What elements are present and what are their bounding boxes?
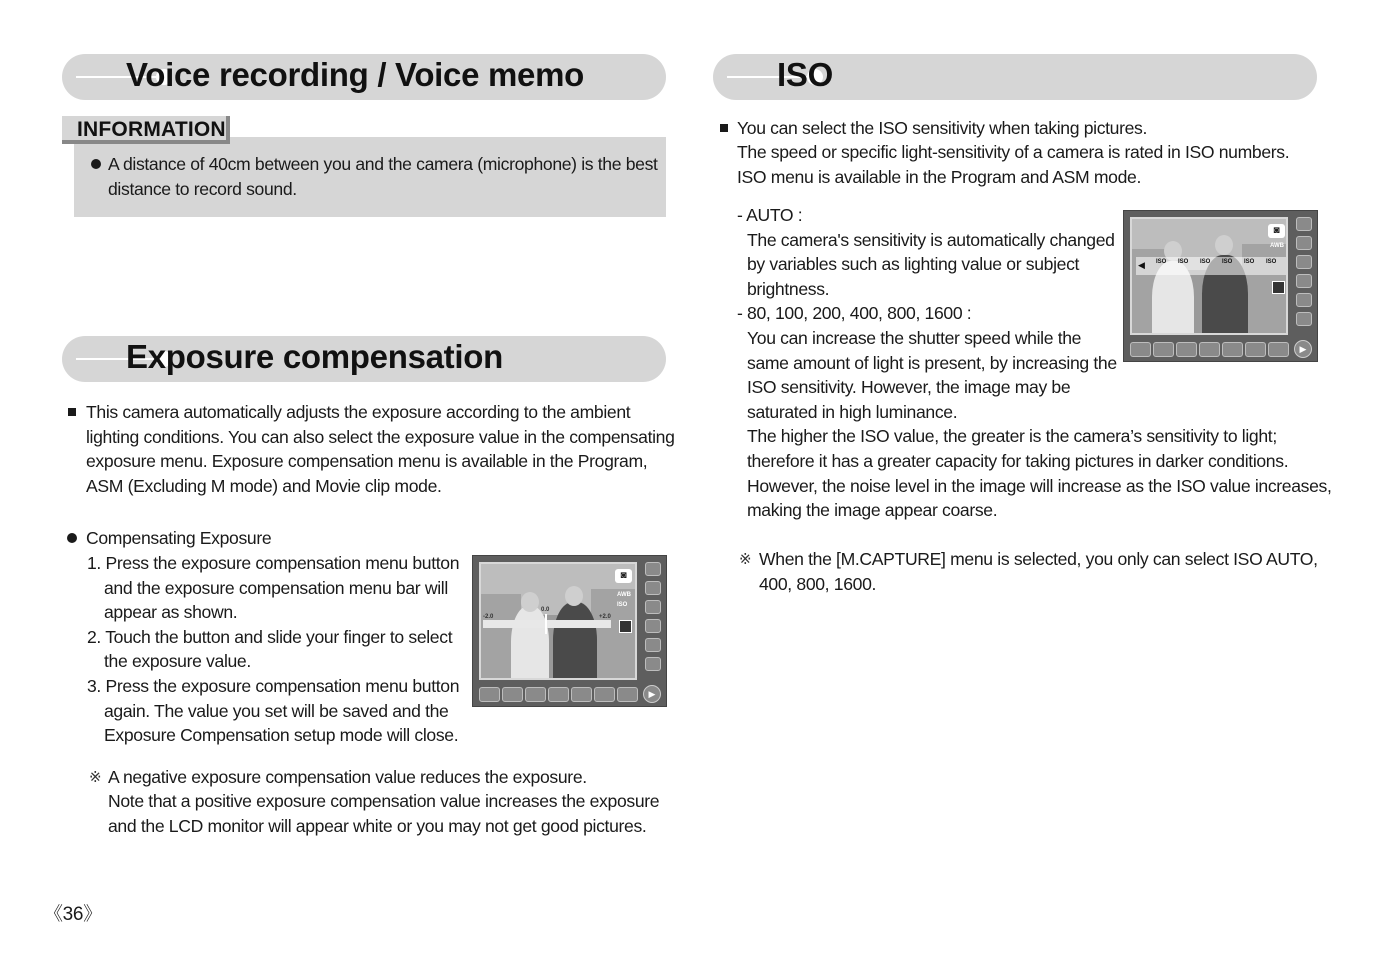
iso-intro-line-3: ISO menu is available in the Program and ASM mode. (737, 167, 1141, 187)
iso-intro-line-2: The speed or specific light-sensitivity of a camera is rated in ISO numbers. (737, 142, 1290, 162)
iso-body-line-12: However, the noise level in the image will increase as the ISO value increases, (747, 476, 1332, 496)
iso-body-line-2: The camera's sensitivity is automatically changed (747, 230, 1115, 250)
exposure-icon (619, 620, 632, 633)
groom-head (1215, 235, 1233, 255)
info-line-2: distance to record sound. (108, 179, 297, 199)
iso-body-line-1: - AUTO : (737, 205, 803, 225)
play-icon[interactable]: ▶ (1294, 340, 1312, 358)
exposure-step-3-cont2: Exposure Compensation setup mode will close. (104, 725, 459, 745)
bottom-button[interactable] (594, 687, 615, 702)
bottom-button[interactable] (617, 687, 638, 702)
exposure-step-2-cont: the exposure value. (104, 651, 251, 671)
exposure-note-mark: ※ (89, 769, 102, 786)
side-button[interactable] (1296, 255, 1312, 269)
side-button[interactable] (1296, 274, 1312, 288)
play-icon[interactable]: ▶ (643, 685, 661, 703)
exposure-intro-line-3: exposure menu. Exposure compensation menu is available in the Program, (86, 451, 648, 471)
bottom-button[interactable] (548, 687, 569, 702)
side-button[interactable] (645, 638, 661, 652)
iso-body-line-13: making the image appear coarse. (747, 500, 998, 520)
side-button[interactable] (645, 619, 661, 633)
camera-mode-icon: ◙ (615, 569, 632, 583)
awb-indicator: AWB (617, 592, 631, 598)
exposure-section-header (62, 336, 666, 382)
iso-body-line-4: brightness. (747, 279, 830, 299)
groom-figure (553, 602, 597, 680)
voice-section-title: Voice recording / Voice memo (126, 56, 585, 93)
side-button[interactable] (645, 581, 661, 595)
page-number: 《36》 (44, 904, 102, 925)
iso-section-header (713, 54, 1317, 100)
iso-body-line-7: same amount of light is present, by increasing the (747, 353, 1117, 373)
bullet-icon (67, 533, 77, 543)
iso-body-line-10: The higher the ISO value, the greater is the camera’s sensitivity to light; (747, 426, 1277, 446)
lcd-screen (479, 562, 637, 680)
iso-body-line-5: - 80, 100, 200, 400, 800, 1600 : (737, 303, 972, 323)
exposure-lcd-screenshot (472, 555, 667, 707)
exposure-note-line-1: A negative exposure compensation value reduces the exposure. (108, 767, 587, 787)
exposure-subheading: Compensating Exposure (86, 528, 272, 548)
bottom-button[interactable] (1176, 342, 1197, 357)
bottom-button[interactable] (1130, 342, 1151, 357)
exposure-step-3-cont: again. The value you set will be saved and the (104, 701, 449, 721)
exposure-section-title: Exposure compensation (126, 338, 503, 375)
exposure-intro-line-2: lighting conditions. You can also select the exposure value in the compensating (86, 427, 675, 447)
voice-section-header (62, 54, 666, 100)
square-bullet-icon (68, 408, 76, 416)
side-button[interactable] (1296, 312, 1312, 326)
building (591, 589, 637, 680)
iso-option-100[interactable]: ISO (1178, 259, 1189, 265)
side-button[interactable] (1296, 293, 1312, 307)
exposure-slider-handle[interactable] (545, 614, 547, 634)
iso-body-line-11: therefore it has a greater capacity for taking pictures in darker conditions. (747, 451, 1289, 471)
bottom-button[interactable] (502, 687, 523, 702)
exposure-step-2: 2. Touch the button and slide your finger to select (87, 627, 453, 647)
exposure-intro-line-4: ASM (Excluding M mode) and Movie clip mode. (86, 476, 442, 496)
bottom-button[interactable] (1245, 342, 1266, 357)
bottom-button[interactable] (1268, 342, 1289, 357)
iso-body-line-9: saturated in high luminance. (747, 402, 958, 422)
bottom-button[interactable] (571, 687, 592, 702)
lcd-screen (1130, 217, 1288, 335)
exposure-step-1-cont2: appear as shown. (104, 602, 238, 622)
camera-mode-icon: ◙ (1268, 224, 1285, 238)
side-button[interactable] (1296, 236, 1312, 250)
info-line-1: A distance of 40cm between you and the camera (microphone) is the best (108, 154, 658, 174)
iso-body-line-8: ISO sensitivity. However, the image may be (747, 377, 1071, 397)
iso-option-800[interactable]: ISO (1244, 259, 1255, 265)
side-button[interactable] (645, 657, 661, 671)
groom-head (565, 586, 583, 606)
iso-lcd-screenshot (1123, 210, 1318, 362)
scale-min-label: -2.0 (483, 614, 494, 620)
scale-mid-label: 0.0 (541, 607, 550, 613)
bullet-icon (91, 159, 101, 169)
back-arrow-icon[interactable]: ◀ (1138, 260, 1145, 270)
exposure-icon (1272, 281, 1285, 294)
exposure-slider-bar[interactable] (483, 620, 611, 628)
iso-section-title: ISO (777, 56, 833, 93)
bottom-button[interactable] (479, 687, 500, 702)
information-tab (62, 116, 230, 144)
exposure-intro-line-1: This camera automatically adjusts the exposure according to the ambient (86, 402, 631, 422)
bottom-button[interactable] (1222, 342, 1243, 357)
iso-intro-line-1: You can select the ISO sensitivity when taking pictures. (737, 118, 1148, 138)
iso-note-mark: ※ (739, 551, 752, 568)
side-button[interactable] (1296, 217, 1312, 231)
exposure-step-1-cont: and the exposure compensation menu bar will (104, 578, 448, 598)
iso-option-1600[interactable]: ISO (1266, 259, 1277, 265)
awb-indicator: AWB (1270, 243, 1284, 249)
scale-max-label: +2.0 (599, 614, 611, 620)
iso-option-200[interactable]: ISO (1200, 259, 1211, 265)
iso-body-line-3: by variables such as lighting value or subject (747, 254, 1080, 274)
iso-body-line-6: You can increase the shutter speed while the (747, 328, 1082, 348)
side-button[interactable] (645, 600, 661, 614)
exposure-note-line-2: Note that a positive exposure compensation value increases the exposure (108, 791, 660, 811)
bottom-button[interactable] (1153, 342, 1174, 357)
side-button[interactable] (645, 562, 661, 576)
bride-head (521, 592, 539, 612)
iso-indicator: ISO (617, 602, 628, 608)
iso-option-400[interactable]: ISO (1222, 259, 1233, 265)
exposure-step-1: 1. Press the exposure compensation menu button (87, 553, 460, 573)
bottom-button[interactable] (1199, 342, 1220, 357)
iso-option-auto[interactable]: ISO (1156, 259, 1167, 265)
square-bullet-icon (720, 124, 728, 132)
exposure-step-3: 3. Press the exposure compensation menu button (87, 676, 460, 696)
iso-note-line-1: When the [M.CAPTURE] menu is selected, you only can select ISO AUTO, (759, 549, 1318, 569)
iso-note-line-2: 400, 800, 1600. (759, 574, 877, 594)
bottom-button[interactable] (525, 687, 546, 702)
bride-figure (511, 606, 549, 680)
exposure-note-line-3: and the LCD monitor will appear white or you may not get good pictures. (108, 816, 647, 836)
information-label: INFORMATION (77, 118, 226, 141)
